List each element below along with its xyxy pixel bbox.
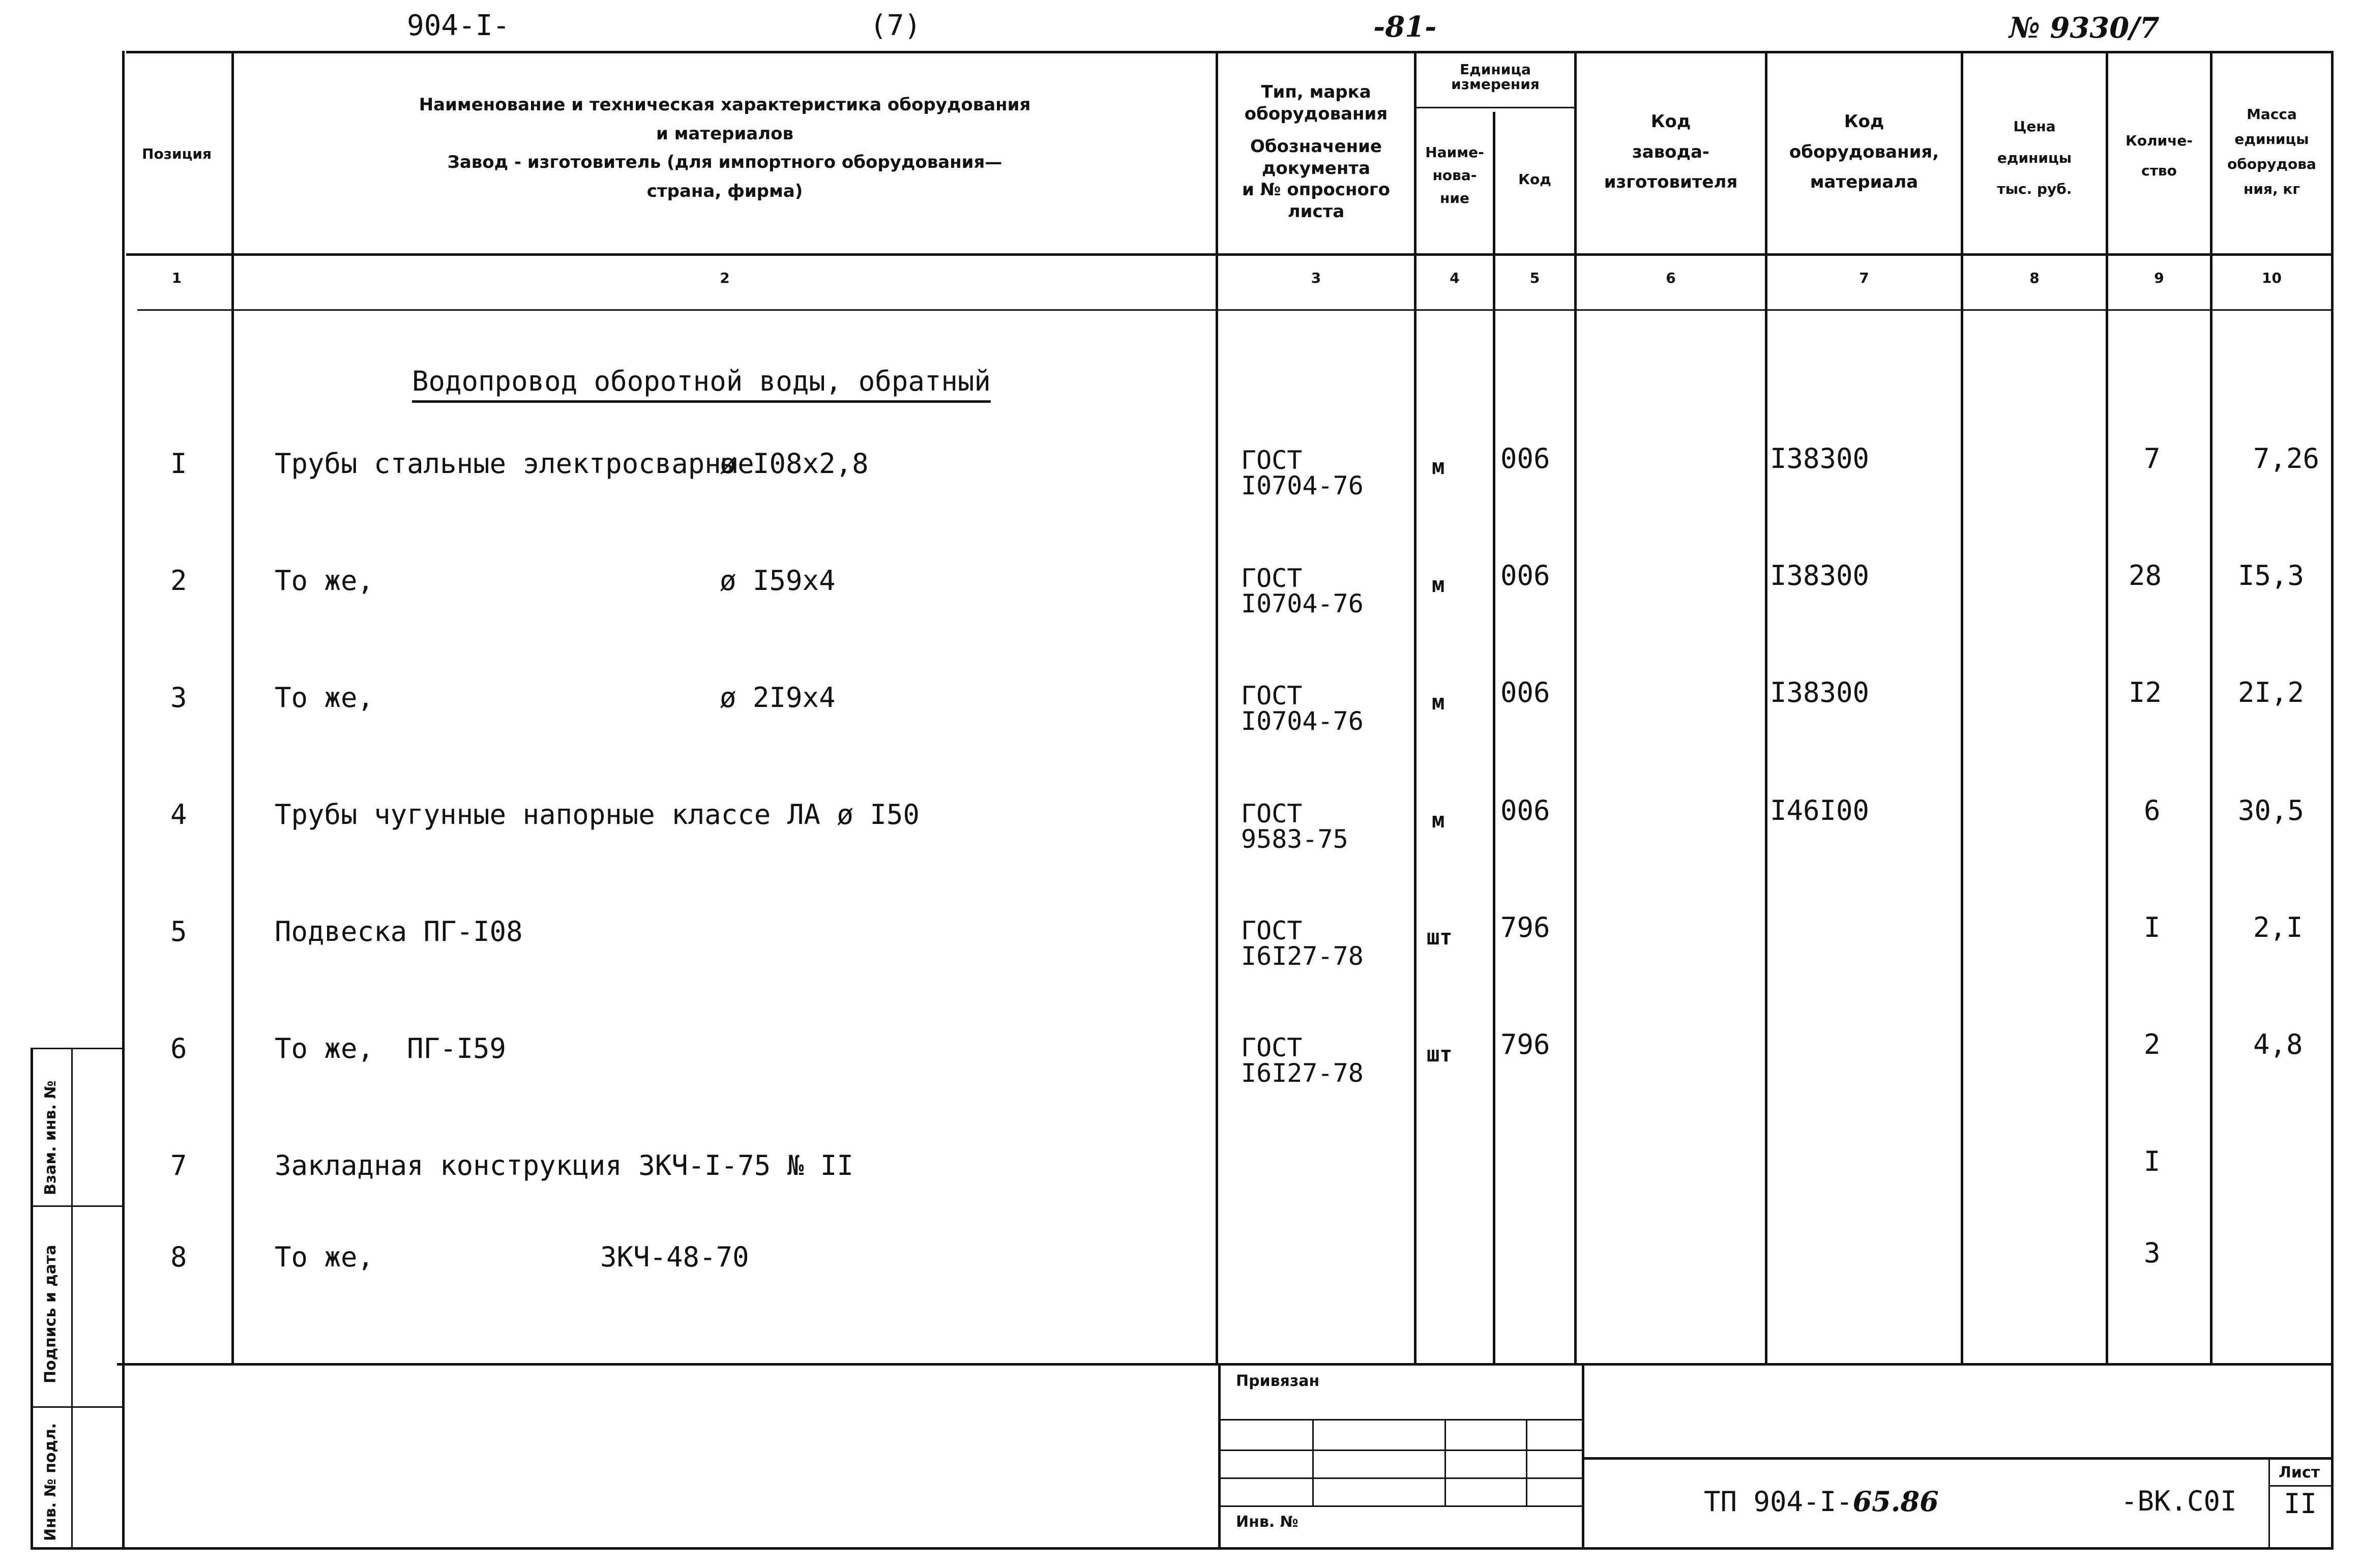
row-dimension: ПГ-I59 <box>407 1032 507 1064</box>
row-unit-code: 006 <box>1500 794 1550 826</box>
column-number: 5 <box>1529 270 1540 286</box>
column-number: 2 <box>720 270 730 286</box>
row-mass: 2I,2 <box>2238 676 2305 708</box>
header-quantity: Количе- ство <box>2125 132 2193 179</box>
stamp-grid-line <box>1526 1419 1527 1505</box>
document-code: ТП 904-I-65.86 <box>1704 1485 1939 1518</box>
side-label-inv-orig: Инв. № подл. <box>42 1423 60 1541</box>
row-name: То же, <box>275 682 374 714</box>
part-number: (7) <box>870 9 922 42</box>
row-name: Закладная конструкция ЗКЧ-I-75 № II <box>275 1149 853 1181</box>
row-quantity: I <box>2144 1145 2161 1177</box>
header-factory-code: Код завода- изготовителя <box>1604 111 1738 192</box>
column-number: 1 <box>171 270 182 286</box>
row-material-code: I38300 <box>1770 442 1870 475</box>
row-gost: ГОСТ I6I27-78 <box>1241 916 1364 971</box>
column-number: 7 <box>1859 270 1869 286</box>
col-divider-6 <box>1765 51 1767 1363</box>
frame-right-line <box>2331 51 2334 1549</box>
row-material-code: I38300 <box>1770 676 1870 708</box>
sheet-cell-line <box>2268 1457 2270 1547</box>
header-unit-name: Наиме- нова- ние <box>1425 144 1484 206</box>
stamp-privyazan: Привязан <box>1236 1372 1320 1390</box>
row-material-code: I46I00 <box>1770 794 1870 826</box>
row-unit: м <box>1432 454 1445 479</box>
header-mass: Масса единицы оборудова ния, кг <box>2227 106 2316 197</box>
document-code-suffix: -ВК.С0I <box>2121 1485 2237 1517</box>
sheet-label: Лист <box>2279 1464 2320 1482</box>
column-number: 3 <box>1311 270 1321 286</box>
row-unit-code: 006 <box>1500 559 1550 591</box>
row-dimension: ø 2I9x4 <box>720 682 836 714</box>
row-mass: I5,3 <box>2238 559 2305 591</box>
col-divider-8 <box>2106 51 2108 1363</box>
stamp-grid-line <box>1444 1419 1446 1505</box>
row-mass: 2,I <box>2253 911 2303 943</box>
stamp-left-line <box>1218 1363 1221 1547</box>
row-quantity: 3 <box>2144 1237 2161 1269</box>
stamp-grid-line <box>1312 1419 1314 1505</box>
stamp-inv-no: Инв. № <box>1236 1513 1298 1531</box>
col-divider-2 <box>1216 51 1218 1363</box>
column-number: 10 <box>2262 270 2282 286</box>
row-dimension: ЗКЧ-48-70 <box>600 1241 749 1273</box>
side-stamp-line <box>31 1048 122 1049</box>
col-divider-4 <box>1493 112 1495 1363</box>
sheet-cell-line <box>2268 1485 2334 1487</box>
row-position: 5 <box>170 915 187 948</box>
document-number: № 9330/7 <box>2009 11 2160 45</box>
col-divider-9 <box>2210 51 2212 1363</box>
header-unit-group: Единица измерения <box>1451 61 1540 93</box>
row-unit-code: 796 <box>1500 911 1550 943</box>
row-position: 6 <box>170 1032 187 1064</box>
row-position: 4 <box>170 798 187 831</box>
row-quantity: 6 <box>2144 794 2161 826</box>
stamp-right-line <box>1582 1363 1584 1547</box>
row-position: I <box>170 448 187 480</box>
header-material-code: Код оборудования, материала <box>1789 111 1939 192</box>
row-name: То же, <box>275 565 374 597</box>
row-quantity: 28 <box>2129 559 2162 591</box>
row-gost: ГОСТ 9583-75 <box>1241 799 1348 854</box>
row-gost: ГОСТ I0704-76 <box>1241 681 1364 736</box>
frame-bottom-line <box>31 1547 2334 1550</box>
row-gost: ГОСТ I0704-76 <box>1241 446 1364 500</box>
side-stamp-mid-line <box>71 1048 73 1549</box>
side-label-replace-inv: Взам. инв. № <box>42 1080 60 1195</box>
unit-group-divider <box>1414 107 1574 108</box>
row-unit: м <box>1432 808 1445 833</box>
frame-top-line <box>126 51 2334 53</box>
row-position: 3 <box>170 682 187 714</box>
row-unit: м <box>1432 690 1445 715</box>
column-number: 9 <box>2154 270 2164 286</box>
colnum-separator <box>137 309 2334 311</box>
row-name: То же, <box>275 1032 374 1064</box>
title-block-line <box>1582 1457 2334 1460</box>
table-bottom-line <box>117 1363 2334 1366</box>
row-quantity: I <box>2144 911 2161 943</box>
row-unit-code: 796 <box>1500 1028 1550 1060</box>
row-unit: шт <box>1427 925 1453 950</box>
header-position: Позиция <box>142 145 212 162</box>
side-stamp-left-line <box>31 1048 33 1549</box>
col-divider-1 <box>231 51 234 1363</box>
header-unit-code: Код <box>1518 171 1551 188</box>
row-quantity: 2 <box>2144 1028 2161 1060</box>
row-name: Подвеска ПГ-I08 <box>275 915 523 948</box>
sheet-number: II <box>2284 1488 2317 1520</box>
series-number: 904-I- <box>407 9 510 42</box>
row-name: То же, <box>275 1241 374 1273</box>
row-mass: 4,8 <box>2253 1028 2303 1060</box>
side-stamp-line <box>31 1205 122 1207</box>
row-unit: м <box>1432 572 1445 597</box>
row-position: 7 <box>170 1149 187 1181</box>
section-title: Водопровод оборотной воды, обратный <box>412 365 991 403</box>
row-unit-code: 006 <box>1500 442 1550 475</box>
row-position: 8 <box>170 1241 187 1273</box>
row-mass: 30,5 <box>2238 794 2305 826</box>
row-quantity: I2 <box>2129 676 2162 708</box>
side-stamp-line <box>31 1406 122 1408</box>
row-unit-code: 006 <box>1500 676 1550 708</box>
row-unit: шт <box>1427 1042 1453 1067</box>
row-gost: ГОСТ I6I27-78 <box>1241 1033 1364 1088</box>
row-name: Трубы чугунные напорные классе ЛА ø I50 <box>275 798 920 831</box>
stamp-grid-line <box>1218 1505 1582 1507</box>
col-divider-5 <box>1574 51 1577 1363</box>
row-material-code: I38300 <box>1770 559 1870 591</box>
row-dimension: ø I08x2,8 <box>720 448 869 480</box>
row-name: Трубы стальные электросварные <box>275 448 754 480</box>
column-number: 4 <box>1450 270 1460 286</box>
row-position: 2 <box>170 565 187 597</box>
header-type: Тип, марка оборудования Обозначение документа и № опросного листа <box>1242 82 1391 222</box>
col-divider-3 <box>1414 51 1416 1363</box>
row-dimension: ø I59x4 <box>720 565 836 597</box>
side-label-sign-date: Подпись и дата <box>42 1245 60 1383</box>
header-name: Наименование и техническая характеристика оборудования и материалов Завод - изготовитель (для импортного оборудования— страна, фирма) <box>419 95 1031 201</box>
header-price: Цена единицы тыс. руб. <box>1997 118 2072 198</box>
col-divider-7 <box>1961 51 1963 1363</box>
page-number: -81- <box>1373 10 1437 44</box>
header-separator <box>126 253 2334 256</box>
column-number: 6 <box>1666 270 1676 286</box>
column-number: 8 <box>2029 270 2040 286</box>
row-mass: 7,26 <box>2253 442 2320 475</box>
row-quantity: 7 <box>2144 442 2161 475</box>
row-gost: ГОСТ I0704-76 <box>1241 564 1364 618</box>
